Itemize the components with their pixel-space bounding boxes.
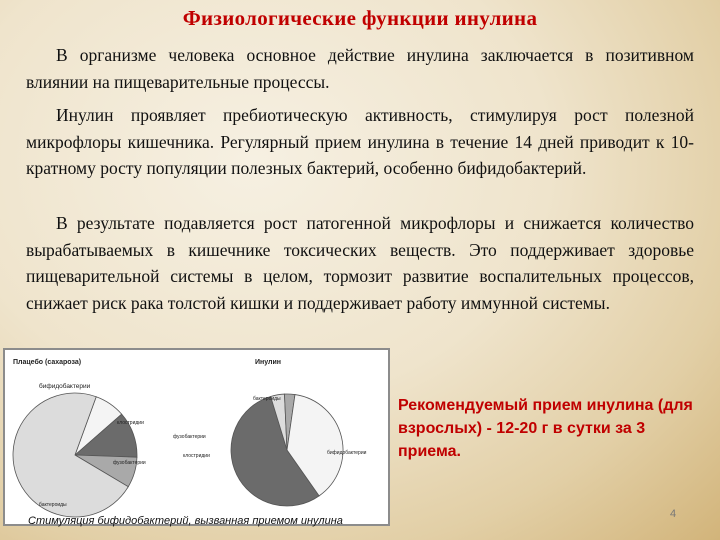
inulin-label-clostridia: клостридии (183, 453, 210, 459)
placebo-chart-title: Плацебо (сахароза) (13, 359, 82, 366)
pie-charts-svg (5, 350, 388, 524)
recommended-intake-note: Рекомендуемый прием инулина (для взрослых) - 12-20 г в сутки за 3 приема. (398, 397, 693, 460)
placebo-pie (13, 393, 137, 517)
paragraph-digestion: В организме человека основное действие инулина заключается в позитивном влиянии на пищеварительные процессы. (26, 45, 694, 92)
inulin-label-bacteroides: бактероиды (253, 396, 281, 402)
inulin-chart-title: Инулин (255, 359, 282, 366)
pie-charts-figure (3, 348, 390, 526)
placebo-label-bifidobacteria: бифидобактерии (39, 383, 91, 390)
placebo-label-fusobacteria: фузобактерии (113, 460, 146, 466)
placebo-label-bacteroides: бактероиды (39, 502, 67, 508)
figure-caption: Стимуляция бифидобактерий, вызванная приемом инулина (28, 515, 343, 527)
paragraph-result: В результате подавляется рост патогенной микрофлоры и снижается количество вырабатываемых в кишечнике токсических веществ. Это поддерживает здоровье пищеварительной системы в целом, тормозит развитие воспалительных процессов, снижает риск рака толстой кишки и поддерживает работу иммунной системы. (26, 213, 694, 313)
slide-title: Физиологические функции инулина (182, 6, 538, 30)
inulin-label-bifidobacteria: бифидобактерии (327, 450, 367, 456)
inulin-label-fusobacteria: фузобактерии (173, 434, 206, 440)
placebo-label-clostridia: клостридии (117, 420, 144, 426)
page-number: 4 (670, 508, 677, 520)
paragraph-prebiotic: Инулин проявляет пребиотическую активность, стимулируя рост полезной микрофлоры кишечника. Регулярный прием инулина в течение 14 дней приводит к 10-кратному росту популяции полезных бактерий, особенно бифидобактерий. (26, 105, 694, 178)
